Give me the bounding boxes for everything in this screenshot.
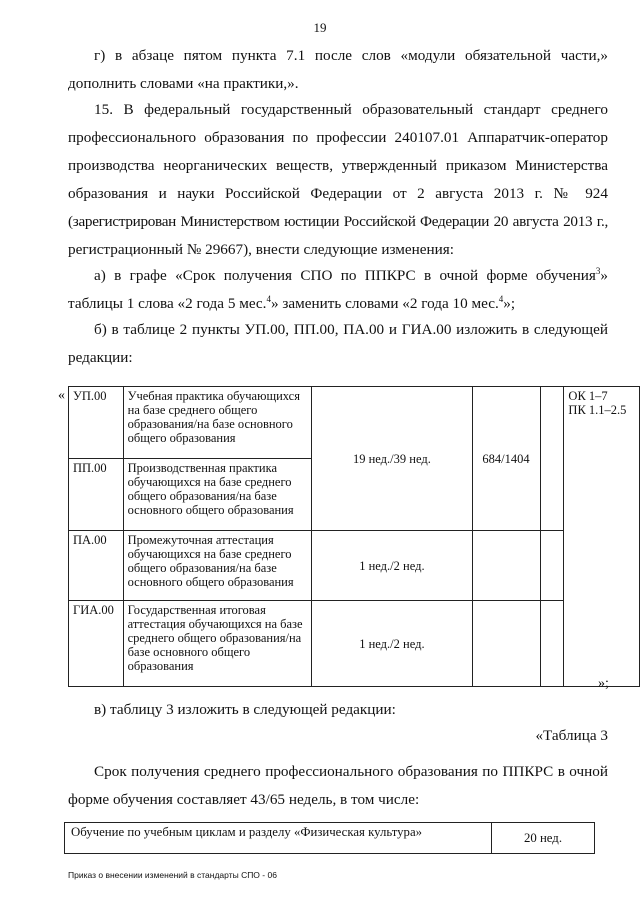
paragraph-v-line1: в) таблицу 3 изложить в следующей редакции: — [94, 701, 396, 718]
paragraph-srok-line2: форме обучения составляет 43/65 недель, в том числе: — [68, 791, 420, 808]
table-row — [65, 823, 595, 854]
practice-table — [68, 386, 640, 687]
empty-cell — [540, 601, 564, 687]
row-code: ПП.00 — [69, 459, 124, 531]
page-number: 19 — [313, 20, 327, 35]
paragraph-15 — [68, 96, 608, 264]
page-footer: Приказ о внесении изменений в стандарты СПО - 06 — [68, 870, 277, 880]
paragraph-v — [68, 696, 608, 724]
empty-cell — [472, 601, 540, 687]
practice-duration: 19 нед./39 нед. — [312, 387, 472, 531]
row-description: Производственная практика обучающихся на базе среднего общего образования/на базе основного общего образования — [123, 459, 312, 531]
row-code: УП.00 — [69, 387, 124, 459]
paragraph-15-line5: (зарегистрирован Министерством юстиции Российской Федерации 20 августа 2013 г., — [68, 213, 608, 230]
paragraph-15-line4: образования и науки Российской Федерации от 2 августа 2013 г. № 924 — [68, 185, 608, 202]
paragraph-a-line2 — [68, 290, 608, 318]
competencies-ok: ОК 1–7 — [568, 389, 608, 403]
duration-table — [64, 822, 595, 854]
paragraph-15-line2: профессионального образования по профессии 240107.01 Аппаратчик-оператор — [68, 129, 608, 146]
empty-cell — [472, 531, 540, 601]
competencies-cell — [564, 387, 640, 687]
row-duration: 1 нед./2 нед. — [312, 601, 472, 687]
row-description: Государственная итоговая аттестация обучающихся на базе среднего общего образования/на базе основного общего образования — [123, 601, 312, 687]
duration-table-label: Обучение по учебным циклам и разделу «Физическая культура» — [65, 823, 492, 854]
table-row — [69, 387, 640, 459]
duration-table-value: 20 нед. — [492, 823, 595, 854]
paragraph-g-line1: г) в абзаце пятом пункта 7.1 после слов «модули обязательной части,» — [94, 47, 608, 64]
footnote-ref-4b: 4 — [498, 293, 504, 304]
table-close-quote: »; — [598, 676, 609, 691]
paragraph-g — [68, 42, 608, 98]
empty-cell — [540, 387, 564, 531]
paragraph-a-line1 — [68, 262, 608, 290]
row-code: ПА.00 — [69, 531, 124, 601]
paragraph-b-line2: редакции: — [68, 349, 133, 366]
paragraph-b — [68, 316, 608, 372]
paragraph-g-line2: дополнить словами «на практики,». — [68, 75, 299, 92]
table3-caption: «Таблица 3 — [535, 727, 608, 744]
table-row — [69, 531, 640, 601]
empty-cell — [540, 531, 564, 601]
row-description: Промежуточная аттестация обучающихся на базе среднего общего образования/на базе основного общего образования — [123, 531, 312, 601]
footnote-ref-3: 3 — [595, 265, 601, 276]
paragraph-a-line2-text2: » заменить словами «2 года 10 мес. — [270, 295, 499, 312]
competencies-pk: ПК 1.1–2.5 — [568, 403, 627, 417]
paragraph-15-line6: регистрационный № 29667), внести следующие изменения: — [68, 241, 454, 258]
row-code: ГИА.00 — [69, 601, 124, 687]
paragraph-15-line1: 15. В федеральный государственный образовательный стандарт среднего — [94, 101, 608, 118]
row-duration: 1 нед./2 нед. — [312, 531, 472, 601]
paragraph-15-line3: производства неорганических веществ, утвержденный приказом Министерства — [68, 157, 608, 174]
table-row — [69, 601, 640, 687]
paragraph-a-line2-text3: »; — [503, 295, 516, 312]
paragraph-b-line1: б) в таблице 2 пункты УП.00, ПП.00, ПА.00 и ГИА.00 изложить в следующей — [94, 321, 608, 338]
practice-hours: 684/1404 — [472, 387, 540, 531]
paragraph-srok — [68, 758, 608, 814]
paragraph-a-line1-close: » — [600, 267, 608, 284]
paragraph-srok-line1: Срок получения среднего профессионального образования по ППКРС в очной — [94, 763, 608, 780]
table-open-quote: « — [58, 388, 65, 403]
paragraph-a-line2-text1: таблицы 1 слова «2 года 5 мес. — [68, 295, 267, 312]
paragraph-a-line1-text: а) в графе «Срок получения СПО по ППКРС в очной форме обучения — [94, 267, 596, 284]
row-description: Учебная практика обучающихся на базе среднего общего образования/на базе основного общего образования — [123, 387, 312, 459]
footnote-ref-4a: 4 — [266, 293, 271, 304]
paragraph-a — [68, 262, 608, 318]
